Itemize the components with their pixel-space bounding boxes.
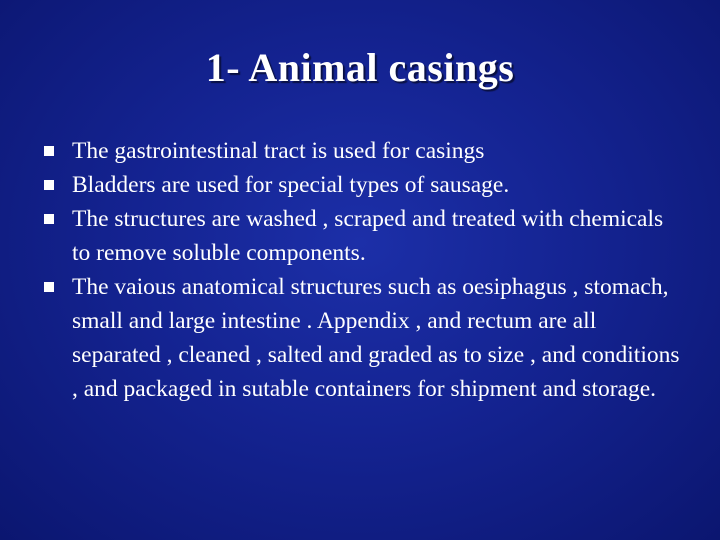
square-bullet-icon (44, 282, 54, 292)
bullet-list (44, 134, 684, 406)
bullet-item (44, 168, 684, 202)
bullet-text: The gastrointestinal tract is used for casings (72, 138, 485, 164)
slide-title: 1- Animal casings (205, 45, 515, 90)
square-bullet-icon (44, 146, 54, 156)
bullet-item (44, 134, 684, 168)
bullet-item (44, 270, 684, 406)
bullet-text: Bladders are used for special types of sausage. (72, 172, 510, 198)
bullet-text: The structures are washed , scraped and treated with chemicals to remove soluble components. (72, 206, 664, 266)
square-bullet-icon (44, 180, 54, 190)
square-bullet-icon (44, 214, 54, 224)
bullet-text: The vaious anatomical structures such as oesiphagus , stomach, small and large intestine . Appendix , and rectum are all separated , cleaned , salted and graded as to size , and conditions , and packaged in sutable containers for shipment and storage. (72, 274, 680, 402)
bullet-item (44, 202, 684, 270)
